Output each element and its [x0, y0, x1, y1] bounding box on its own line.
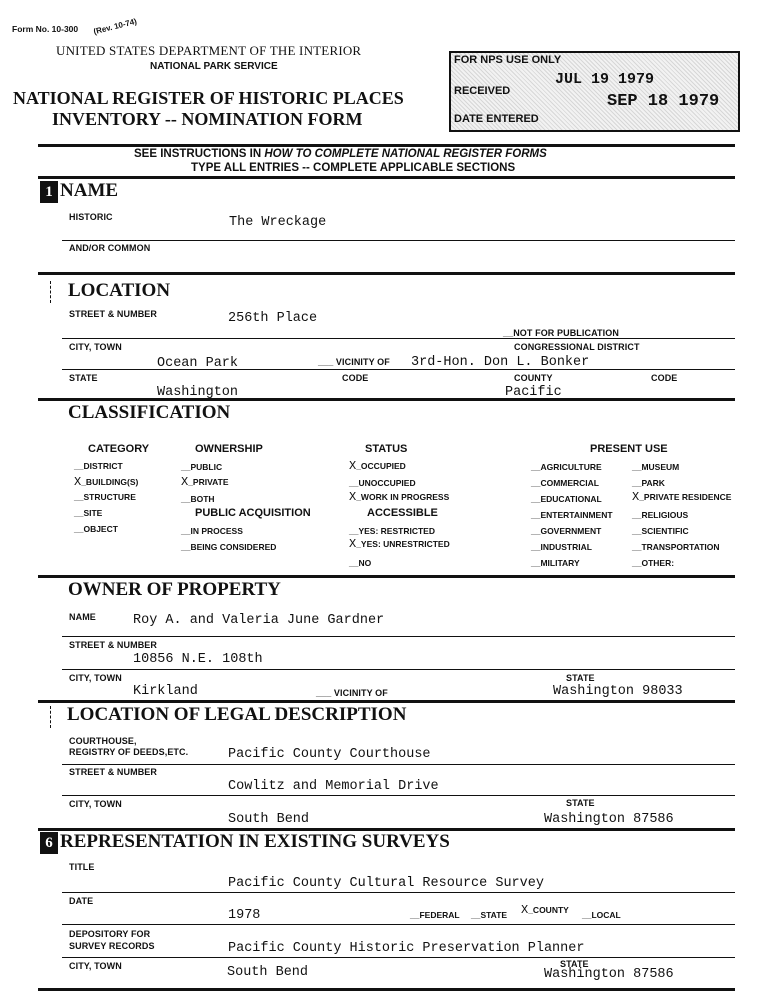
- code-label-2: CODE: [651, 373, 678, 383]
- legal-state-value: Washington 87586: [544, 812, 674, 827]
- divider: [62, 240, 735, 241]
- present-use-header: PRESENT USE: [590, 443, 668, 455]
- use-transportation[interactable]: [632, 542, 720, 552]
- entered-stamp: SEP 18 1979: [607, 92, 720, 111]
- street-value: 256th Place: [228, 311, 318, 326]
- accessible-header: ACCESSIBLE: [367, 507, 438, 519]
- historic-label: HISTORIC: [69, 212, 113, 222]
- section-title: NAME: [60, 180, 119, 201]
- county-label: COUNTY: [514, 373, 553, 383]
- option-label: _BUILDING(S): [81, 477, 139, 487]
- owner-street-value: 10856 N.E. 108th: [133, 652, 263, 667]
- divider: [62, 669, 735, 670]
- option-label: __TRANSPORTATION: [632, 542, 720, 552]
- use-commercial[interactable]: __COMMERCIAL: [531, 478, 600, 488]
- section-name-heading: [40, 180, 118, 203]
- historic-name: The Wreckage: [229, 215, 327, 230]
- not-for-publication: __NOT FOR PUBLICATION: [503, 328, 619, 338]
- use-scientific[interactable]: [632, 526, 689, 536]
- state-label: STATE: [69, 373, 98, 383]
- depository-label-1: DEPOSITORY FOR: [69, 929, 151, 939]
- owner-heading: OWNER OF PROPERTY: [68, 579, 281, 600]
- location-heading: LOCATION: [68, 280, 171, 301]
- owner-state-label: STATE: [566, 673, 595, 683]
- survey-county[interactable]: [521, 903, 569, 917]
- divider: [62, 957, 735, 958]
- option-label: __BOTH: [181, 494, 215, 504]
- state-value: Washington: [157, 385, 239, 400]
- divider: [38, 988, 735, 991]
- accessible-unrestricted[interactable]: [349, 537, 450, 551]
- depository-value: Pacific County Historic Preservation Planner: [228, 941, 585, 956]
- divider: [62, 924, 735, 925]
- divider: [38, 176, 735, 179]
- received-label: RECEIVED: [454, 85, 511, 97]
- county-value: Pacific: [505, 385, 562, 400]
- status-work-in-progress[interactable]: [349, 490, 449, 504]
- acquisition-being-considered[interactable]: __BEING CONSIDERED: [181, 542, 277, 552]
- option-label: __NO: [349, 558, 372, 568]
- option-label: _WORK IN PROGRESS: [356, 492, 450, 502]
- check-mark: X: [632, 490, 640, 504]
- category-district[interactable]: [74, 461, 123, 471]
- divider: [62, 369, 735, 370]
- classification-heading: CLASSIFICATION: [68, 402, 231, 423]
- divider: [62, 892, 735, 893]
- option-label: _PRIVATE: [188, 477, 229, 487]
- option-label: _COUNTY: [528, 905, 569, 915]
- use-religious[interactable]: [632, 510, 688, 520]
- check-mark: X: [349, 459, 357, 473]
- code-label: CODE: [342, 373, 369, 383]
- survey-city-value: South Bend: [227, 965, 309, 980]
- section-number: 6: [40, 832, 58, 854]
- category-header: CATEGORY: [88, 443, 150, 455]
- accessible-restricted[interactable]: [349, 526, 435, 536]
- option-label: __OTHER:: [632, 558, 675, 568]
- option-label: __UNOCCUPIED: [349, 478, 416, 488]
- owner-vicinity-label: ___ VICINITY OF: [316, 688, 388, 698]
- owner-name-label: NAME: [69, 612, 96, 622]
- instructions-italic: HOW TO COMPLETE NATIONAL REGISTER FORMS: [264, 148, 547, 160]
- revision-date: (Rev. 10-74): [92, 16, 138, 37]
- section-number: 1: [40, 181, 58, 203]
- acquisition-in-process[interactable]: __IN PROCESS: [181, 526, 243, 536]
- nps-use-only-box: [449, 51, 740, 132]
- status-occupied[interactable]: [349, 459, 406, 473]
- city-label: CITY, TOWN: [69, 342, 122, 352]
- option-label: __PARK: [632, 478, 665, 488]
- courthouse-label: COURTHOUSE,: [69, 736, 137, 746]
- option-label: __OBJECT: [74, 524, 118, 534]
- use-educational[interactable]: __EDUCATIONAL: [531, 494, 602, 504]
- check-mark: X: [181, 475, 189, 489]
- owner-city-label: CITY, TOWN: [69, 673, 122, 683]
- use-private-residence[interactable]: [632, 490, 731, 504]
- option-label: __SITE: [74, 508, 103, 518]
- form-title-line2: INVENTORY -- NOMINATION FORM: [52, 109, 363, 129]
- survey-state[interactable]: __STATE: [471, 910, 508, 920]
- divider: [62, 636, 735, 637]
- surveys-heading: [40, 831, 450, 854]
- option-label: __RELIGIOUS: [632, 510, 689, 520]
- status-header: STATUS: [365, 443, 408, 455]
- vicinity-label: ___ VICINITY OF: [318, 357, 390, 367]
- owner-state-value: Washington 98033: [553, 684, 683, 699]
- ownership-header: OWNERSHIP: [195, 443, 263, 455]
- street-label: STREET & NUMBER: [69, 309, 158, 319]
- legal-description-heading: LOCATION OF LEGAL DESCRIPTION: [67, 704, 407, 725]
- divider: [38, 575, 735, 578]
- option-label: __STRUCTURE: [74, 492, 136, 502]
- check-mark: X: [349, 490, 357, 504]
- depository-label-2: SURVEY RECORDS: [69, 941, 155, 951]
- category-site[interactable]: [74, 508, 102, 518]
- option-label: __PUBLIC: [181, 462, 223, 472]
- divider: [38, 398, 735, 401]
- owner-street-label: STREET & NUMBER: [69, 640, 158, 650]
- use-agriculture[interactable]: __AGRICULTURE: [531, 462, 602, 472]
- instructions-prefix: SEE INSTRUCTIONS IN: [134, 148, 265, 160]
- use-industrial[interactable]: __INDUSTRIAL: [531, 542, 592, 552]
- survey-state-value: Washington 87586: [544, 967, 674, 982]
- legal-city-label: CITY, TOWN: [69, 799, 122, 809]
- survey-date-value: 1978: [228, 908, 261, 923]
- ownership-private[interactable]: [181, 475, 229, 489]
- divider: [38, 272, 735, 275]
- option-label: __SCIENTIFIC: [632, 526, 689, 536]
- use-military[interactable]: __MILITARY: [531, 558, 580, 568]
- survey-title-value: Pacific County Cultural Resource Survey: [228, 876, 544, 891]
- category-building[interactable]: [74, 475, 138, 489]
- use-park[interactable]: [632, 478, 665, 488]
- courthouse-value: Pacific County Courthouse: [228, 747, 431, 762]
- category-structure[interactable]: [74, 492, 136, 502]
- use-museum[interactable]: [632, 462, 679, 472]
- congressional-district-label: CONGRESSIONAL DISTRICT: [514, 342, 640, 352]
- option-label: _YES: UNRESTRICTED: [356, 539, 450, 549]
- instructions-line2: TYPE ALL ENTRIES -- COMPLETE APPLICABLE SECTIONS: [191, 162, 516, 174]
- survey-federal[interactable]: __FEDERAL: [410, 910, 460, 920]
- check-mark: X: [521, 903, 529, 917]
- ownership-public[interactable]: [181, 462, 222, 472]
- public-acquisition-header: PUBLIC ACQUISITION: [195, 507, 311, 519]
- category-object[interactable]: [74, 524, 118, 534]
- legal-street-value: Cowlitz and Memorial Drive: [228, 779, 439, 794]
- nps-box-label: FOR NPS USE ONLY: [454, 54, 562, 66]
- use-other[interactable]: [632, 558, 674, 568]
- survey-date-label: DATE: [69, 896, 94, 906]
- city-value: Ocean Park: [157, 356, 239, 371]
- survey-local[interactable]: __LOCAL: [582, 910, 621, 920]
- common-label: AND/OR COMMON: [69, 243, 151, 253]
- accessible-no[interactable]: [349, 558, 371, 568]
- option-label: __MUSEUM: [632, 462, 680, 472]
- form-title-line1: NATIONAL REGISTER OF HISTORIC PLACES: [13, 88, 404, 108]
- registry-label: REGISTRY OF DEEDS,ETC.: [69, 747, 189, 757]
- divider: [38, 144, 735, 147]
- congressional-district-value: 3rd-Hon. Don L. Bonker: [411, 355, 590, 370]
- survey-state-label: STATE: [560, 959, 589, 969]
- option-label: _PRIVATE RESIDENCE: [639, 492, 732, 502]
- ownership-both[interactable]: [181, 494, 215, 504]
- status-unoccupied[interactable]: [349, 478, 416, 488]
- option-label: __YES: RESTRICTED: [349, 526, 435, 536]
- instructions-line1: [134, 148, 547, 160]
- department-name: UNITED STATES DEPARTMENT OF THE INTERIOR: [56, 43, 362, 58]
- check-mark: X: [349, 537, 357, 551]
- agency-name: NATIONAL PARK SERVICE: [150, 61, 278, 72]
- legal-state-label: STATE: [566, 798, 595, 808]
- check-mark: X: [74, 475, 82, 489]
- divider: [62, 795, 735, 796]
- date-entered-label: DATE ENTERED: [454, 113, 539, 125]
- received-stamp: JUL 19 1979: [555, 71, 655, 88]
- survey-city-label: CITY, TOWN: [69, 961, 122, 971]
- use-government[interactable]: __GOVERNMENT: [531, 526, 602, 536]
- form-number: Form No. 10-300: [12, 24, 79, 34]
- legal-city-value: South Bend: [228, 812, 310, 827]
- option-label: __DISTRICT: [74, 461, 123, 471]
- use-entertainment[interactable]: __ENTERTAINMENT: [531, 510, 613, 520]
- divider: [62, 338, 735, 339]
- survey-title-label: TITLE: [69, 862, 95, 872]
- divider: [62, 764, 735, 765]
- margin-mark: [50, 281, 51, 303]
- option-label: _OCCUPIED: [356, 461, 406, 471]
- section-title: REPRESENTATION IN EXISTING SURVEYS: [60, 831, 450, 852]
- margin-mark: [50, 706, 51, 728]
- legal-street-label: STREET & NUMBER: [69, 767, 158, 777]
- owner-name-value: Roy A. and Valeria June Gardner: [133, 613, 385, 628]
- owner-city-value: Kirkland: [133, 684, 198, 699]
- divider: [38, 700, 735, 703]
